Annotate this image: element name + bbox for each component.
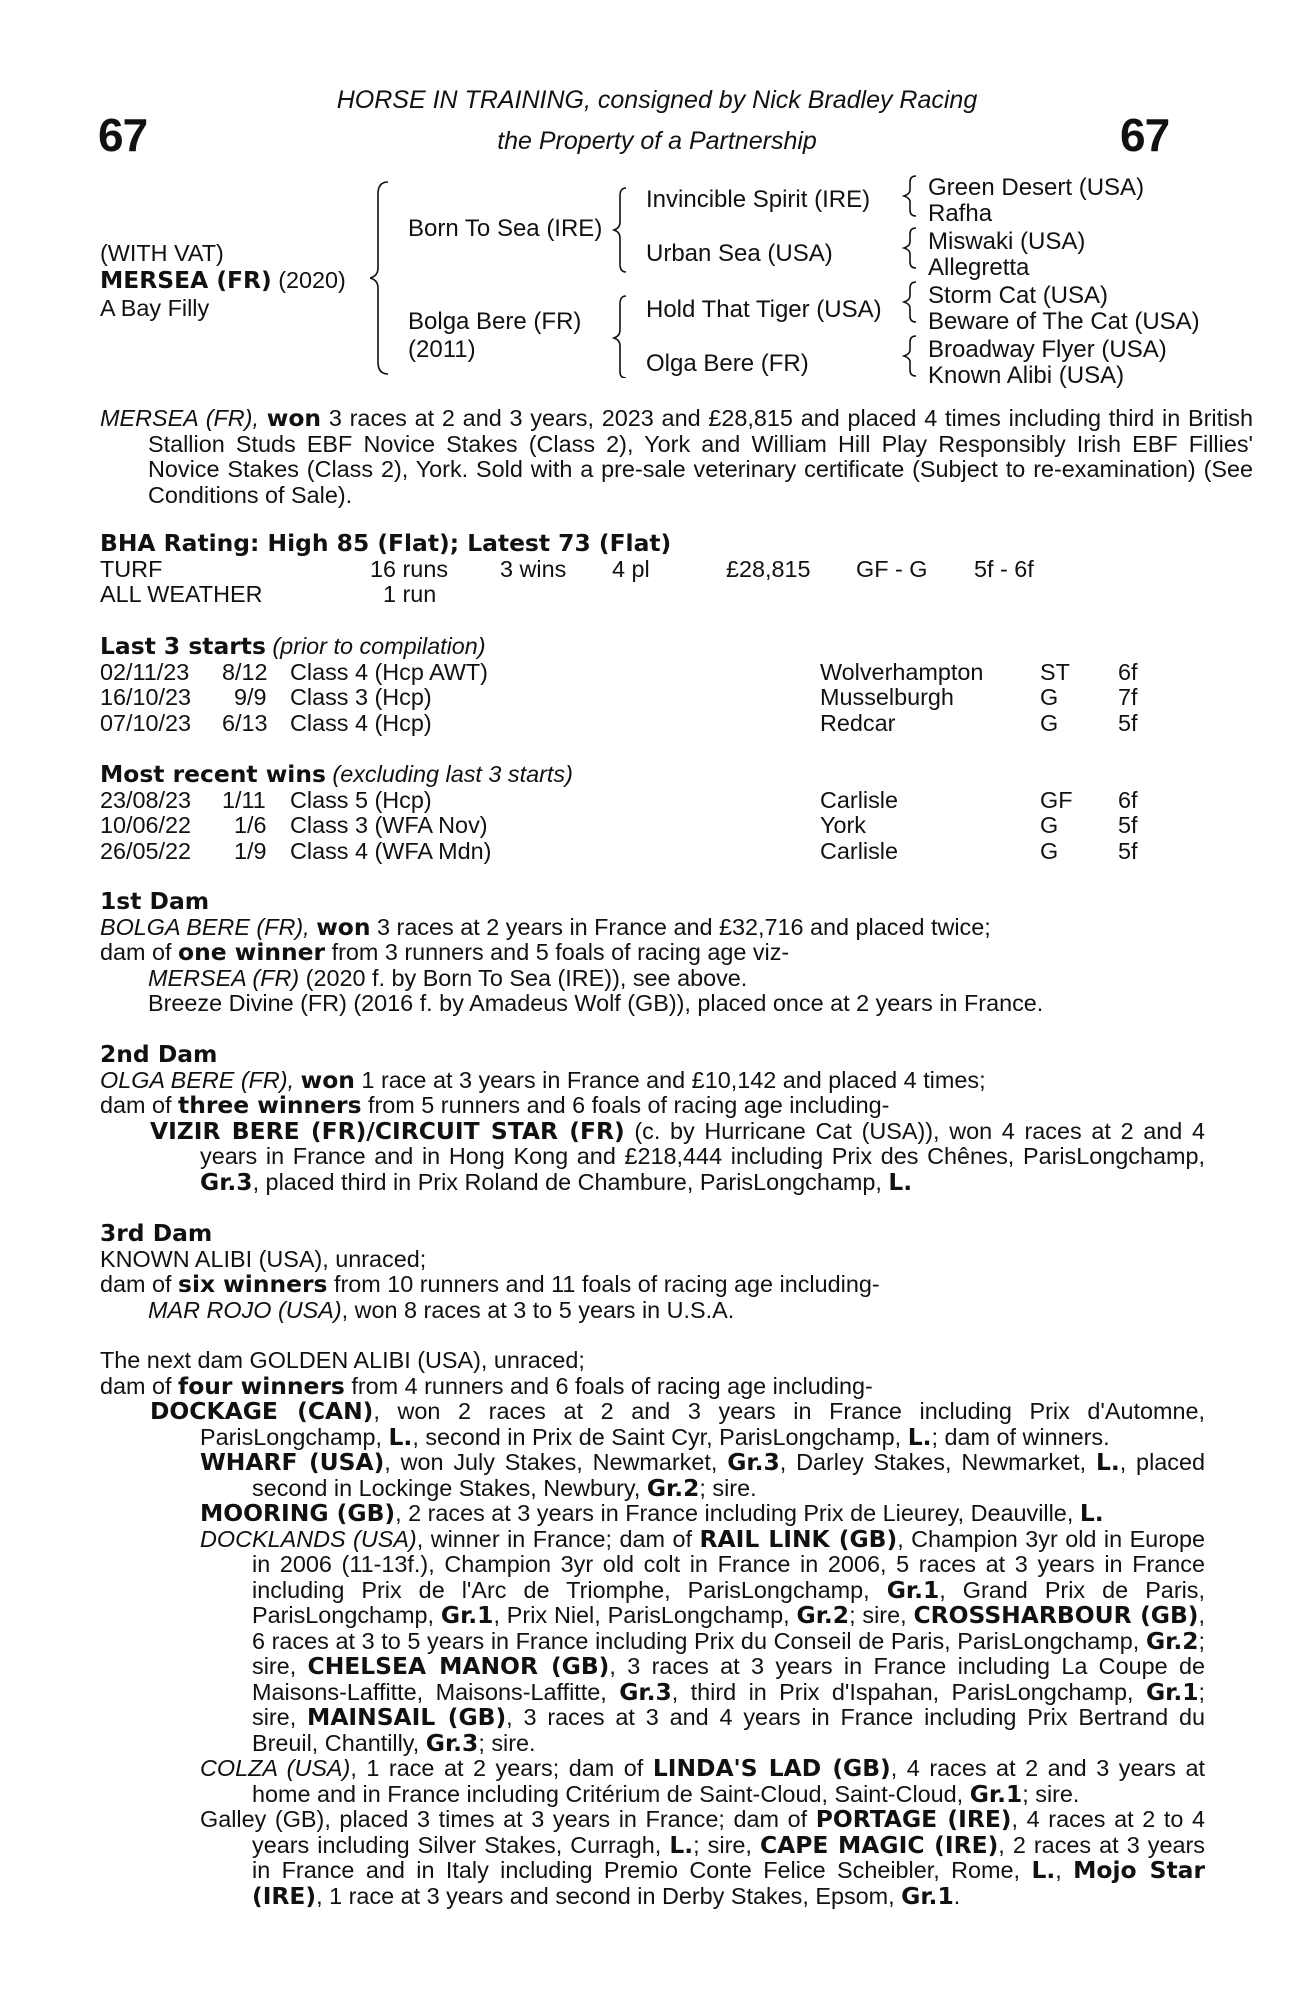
ped-sire: Born To Sea (IRE)	[408, 215, 603, 242]
rating-title: BHA Rating: High 85 (Flat); Latest 73 (Flat)	[100, 529, 672, 557]
table-row: 26/05/22 1/9 Class 4 (WFA Mdn) Carlisle G 5f	[100, 837, 1138, 864]
lot-number-left: 67	[98, 109, 148, 161]
recent-title: Most recent wins (excluding last 3 starts)	[100, 760, 573, 788]
table-row: 02/11/23 8/12 Class 4 (Hcp AWT) Wolverhampton ST 6f	[100, 658, 1138, 685]
third-dam-title: 3rd Dam	[100, 1219, 213, 1247]
produce-docklands: DOCKLANDS (USA), winner in France; dam of RAIL LINK (GB), Champion 3yr old in Europe in 2006 (11-13f.), Champion 3yr old colt in France in 2006, 5 races at 3 years in France including Prix de l'Arc de Triomphe, ParisLongchamp, Gr.1, Grand Prix de Paris, ParisLongchamp, Gr.1, Prix Niel, ParisLongchamp, Gr.2; sire, CROSSHARBOUR (GB), 6 races at 3 to 5 years in France including Prix du Conseil de Paris, ParisLongchamp, Gr.2; sire, CHELSEA MANOR (GB), 3 races at 3 years in France including La Coupe de Maisons-Laffitte, Maisons-Laffitte, Gr.3, third in Prix d'Ispahan, ParisLongchamp, Gr.1; sire, MAINSAIL (GB), 3 races at 3 and 4 years in France including Prix Bertrand du Breuil, Chantilly, Gr.3; sire.	[200, 1524, 1206, 1757]
header-property: the Property of a Partnership	[497, 127, 817, 155]
ped-dam-sire: Hold That Tiger (USA)	[646, 296, 882, 323]
brace-main	[370, 182, 388, 374]
most-recent-wins	[100, 762, 1205, 864]
rating-turf-row: TURF 16 runs 3 wins 4 pl £28,815 GF - G 5f - 6f	[100, 555, 1034, 582]
first-dam: 1st Dam BOLGA BERE (FR), won 3 races at 2 years in France and £32,716 and placed twice; dam of one winner from 3 runners and 5 foals of racing age viz- MERSEA (FR) (2020 f. by Born To Sea (IRE)), see above. Breeze Divine (FR) (2016 f. by Amadeus Wolf (GB)), placed once at 2 years in France.	[100, 889, 1205, 1017]
produce-mooring: MOORING (GB), 2 races at 3 years in France including Prix de Lieurey, Deauville, L.	[200, 1499, 1104, 1527]
third-dam: 3rd Dam KNOWN ALIBI (USA), unraced; dam of six winners from 10 runners and 11 foals of racing age including- MAR ROJO (USA), won 8 races at 3 to 5 years in U.S.A.	[100, 1221, 1205, 1323]
produce-wharf: WHARF (USA), won July Stakes, Newmarket, Gr.3, Darley Stakes, Newmarket, L., placed second in Lockinge Stakes, Newbury, Gr.2; sire.	[200, 1448, 1205, 1502]
produce-galley: Galley (GB), placed 3 times at 3 years in France; dam of PORTAGE (IRE), 4 races at 2 to 4 years including Silver Stakes, Curragh, L.; sire, CAPE MAGIC (IRE), 2 races at 3 years in France and in Italy including Premio Conte Felice Scheibler, Rome, L., Mojo Star (IRE), 1 race at 3 years and second in Derby Stakes, Epsom, Gr.1.	[200, 1805, 1206, 1910]
horse-year: (2020)	[278, 267, 346, 293]
ped-dds: Broadway Flyer (USA)	[928, 336, 1167, 363]
ped-ssd: Rafha	[928, 200, 993, 227]
lot-number-right: 67	[1120, 109, 1170, 161]
header-consignor: HORSE IN TRAINING, consigned by Nick Bradley Racing	[336, 86, 978, 114]
next-dam: The next dam GOLDEN ALIBI (USA), unraced; dam of four winners from 4 runners and 6 foals of racing age including- DOCKAGE (CAN), won 2 races at 2 and 3 years in France including Prix d'Automne, ParisLongchamp, L., second in Prix de Saint Cyr, ParisLongchamp, L.; dam of winners. WHARF (USA), won July Stakes, Newmarket, Gr.3, Darley Stakes, Newmarket, L., placed second in Lockinge Stakes, Newbury, Gr.2; sire. MOORING (GB), 2 races at 3 years in France including Prix de Lieurey, Deauville, L. DOCKLANDS (USA), winner in France; dam of RAIL LINK (GB), Champion 3yr old in Europe in 2006 (11-13f.), Champion 3yr old colt in France in 2006, 5 races at 3 years in France including Prix de l'Arc de Triomphe, ParisLongchamp, Gr.1, Grand Prix de Paris, ParisLongchamp, Gr.1, Prix Niel, ParisLongchamp, Gr.2; sire, CROSSHARBOUR (GB), 6 races at 3 to 5 years in France including Prix du Conseil de Paris, ParisLongchamp, Gr.2; sire, CHELSEA MANOR (GB), 3 races at 3 years in France including La Coupe de Maisons-Laffitte, Maisons-Laffitte, Gr.3, third in Prix d'Ispahan, ParisLongchamp, Gr.1; sire, MAINSAIL (GB), 3 races at 3 and 4 years in France including Prix Bertrand du Breuil, Chantilly, Gr.3; sire. COLZA (USA), 1 race at 2 years; dam of LINDA'S LAD (GB), 4 races at 2 and 3 years at home and in France including Critérium de Saint-Cloud, Saint-Cloud, Gr.1; sire. Galley (GB), placed 3 times at 3 years in France; dam of PORTAGE (IRE), 4 races at 2 to 4 years including Silver Stakes, Curragh, L.; sire, CAPE MAGIC (IRE), 2 races at 3 years in France and in Italy including Premio Conte Felice Scheibler, Rome, L., Mojo Star (IRE), 1 race at 3 years and second in Derby Stakes, Epsom, Gr.1.	[100, 1347, 1206, 1910]
ped-dam-year: (2011)	[408, 336, 476, 363]
table-row: 07/10/23 6/13 Class 4 (Hcp) Redcar G 5f	[100, 709, 1138, 736]
last-3-title: Last 3 starts (prior to compilation)	[100, 632, 486, 660]
first-dam-title: 1st Dam	[100, 887, 210, 915]
second-dam-title: 2nd Dam	[100, 1040, 218, 1068]
ped-dam: Bolga Bere (FR)	[408, 308, 582, 335]
brace-ss	[904, 176, 916, 216]
horse-title	[100, 268, 346, 294]
race-summary: MERSEA (FR), won 3 races at 2 and 3 years, 2023 and £28,815 and placed 4 times including third in British Stallion Studs EBF Novice Stakes (Class 2), York and William Hill Play Responsibly Irish EBF Fillies' Novice Stakes (Class 2), York. Sold with a pre-sale veterinary certificate (Subject to re-examination) (See Conditions of Sale).	[100, 404, 1253, 508]
table-row: 16/10/23 9/9 Class 3 (Hcp) Musselburgh G 7f	[100, 684, 1138, 710]
brace-sire	[614, 188, 626, 272]
ped-sss: Green Desert (USA)	[928, 174, 1145, 201]
table-row: 10/06/22 1/6 Class 3 (WFA Nov) York G 5f	[100, 812, 1138, 838]
ped-ddd: Known Alibi (USA)	[928, 362, 1125, 389]
ped-sire-sire: Invincible Spirit (IRE)	[646, 186, 871, 213]
rating-section	[100, 531, 1205, 608]
pedigree-braces-outer	[900, 172, 924, 392]
vat-note: (WITH VAT)	[100, 240, 224, 266]
ped-sds: Miswaki (USA)	[928, 228, 1086, 255]
brace-sd	[904, 228, 916, 268]
horse-description: A Bay Filly	[100, 295, 210, 321]
horse-name: MERSEA (FR)	[100, 266, 272, 294]
second-dam: 2nd Dam OLGA BERE (FR), won 1 race at 3 years in France and £10,142 and placed 4 times; dam of three winners from 5 runners and 6 foals of racing age including- VIZIR BERE (FR)/CIRCUIT STAR (FR) (c. by Hurricane Cat (USA)), won 4 races at 2 and 4 years in France and in Hong Kong and £218,444 including Prix des Chênes, ParisLongchamp, Gr.3, placed third in Prix Roland de Chambure, ParisLongchamp, L.	[100, 1040, 1205, 1196]
ped-sdd: Allegretta	[928, 254, 1030, 281]
ped-dsd: Beware of The Cat (USA)	[928, 308, 1200, 335]
table-row: 23/08/23 1/11 Class 5 (Hcp) Carlisle GF 6f	[100, 786, 1138, 813]
last-3-starts	[100, 634, 1205, 736]
ped-dss: Storm Cat (USA)	[928, 282, 1109, 309]
brace-dam	[614, 296, 626, 378]
ped-dam-dam: Olga Bere (FR)	[646, 350, 809, 377]
produce-colza: COLZA (USA), 1 race at 2 years; dam of LINDA'S LAD (GB), 4 races at 2 and 3 years at home and in France including Critérium de Saint-Cloud, Saint-Cloud, Gr.1; sire.	[200, 1754, 1205, 1808]
brace-ds	[904, 282, 916, 322]
brace-dd	[904, 336, 916, 376]
rating-aw-row: ALL WEATHER 1 run	[100, 581, 437, 607]
ped-sire-dam: Urban Sea (USA)	[646, 240, 833, 267]
produce-dockage: DOCKAGE (CAN), won 2 races at 2 and 3 years in France including Prix d'Automne, ParisLongchamp, L., second in Prix de Saint Cyr, ParisLongchamp, L.; dam of winners.	[150, 1397, 1205, 1451]
